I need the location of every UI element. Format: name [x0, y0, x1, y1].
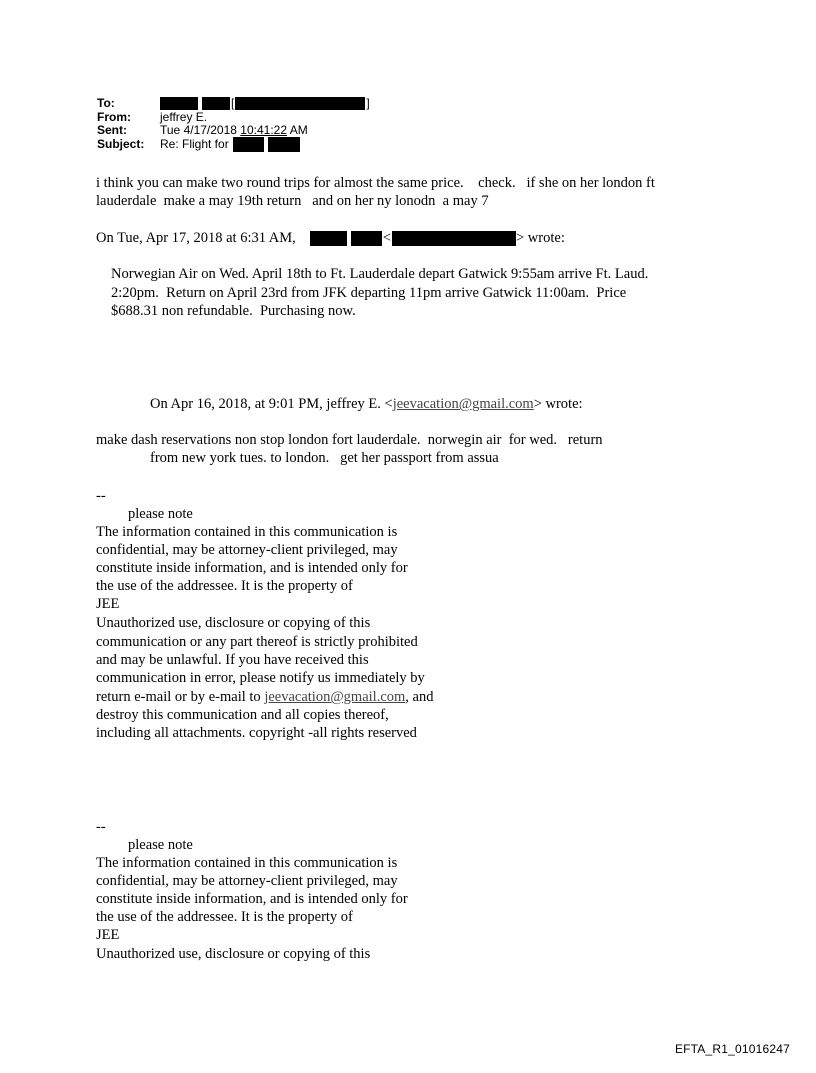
disclaimer1-line: destroy this communication and all copies thereof,	[96, 707, 389, 723]
redaction-block	[160, 97, 198, 110]
disclaimer1-line: and may be unlawful. If you have received this	[96, 652, 369, 668]
quote1-attribution-post: > wrote:	[516, 230, 565, 246]
disclaimer1-return-pre: return e-mail or by e-mail to	[96, 689, 265, 705]
quote2-attribution-post: > wrote:	[533, 396, 583, 412]
disclaimer1-line: JEE	[96, 596, 120, 612]
disclaimer1-line: constitute inside information, and is intended only for	[96, 560, 408, 576]
disclaimer2-line: Unauthorized use, disclosure or copying of this	[96, 946, 371, 962]
quote1-line-1: Norwegian Air on Wed. April 18th to Ft. Lauderdale depart Gatwick 9:55am arrive Ft. Laud.	[111, 266, 649, 282]
to-row	[97, 97, 371, 111]
redaction-block	[351, 231, 382, 246]
disclaimer1-dash: --	[96, 488, 106, 504]
quote1-line-3: $688.31 non refundable. Purchasing now.	[111, 303, 356, 319]
disclaimer2-dash: --	[96, 819, 106, 835]
to-label: To:	[97, 96, 115, 110]
quote2-line-1: make dash reservations non stop london fort lauderdale. norwegin air for wed. return	[96, 432, 603, 448]
subject-row	[97, 138, 371, 152]
disclaimer1-line: communication in error, please notify us immediately by	[96, 670, 425, 686]
quote2-attribution-pre: On Apr 16, 2018, at 9:01 PM, jeffrey E. <	[150, 396, 393, 412]
document-id: EFTA_R1_01016247	[674, 1042, 790, 1056]
sent-label: Sent:	[97, 123, 127, 137]
quote2-email-link[interactable]: jeevacation@gmail.com	[392, 396, 534, 412]
disclaimer1-line: The information contained in this communication is	[96, 524, 398, 540]
subject-label: Subject:	[97, 136, 145, 151]
email-header	[97, 97, 371, 151]
from-value: jeffrey E.	[160, 109, 208, 124]
disclaimer1-return-post: , and	[405, 689, 434, 705]
redaction-block	[392, 231, 516, 246]
redaction-block	[233, 137, 264, 152]
quote2-attribution	[150, 395, 583, 413]
bracket-open: [	[231, 96, 235, 110]
disclaimer1-line: Unauthorized use, disclosure or copying of this	[96, 615, 371, 631]
disclaimer1-line: including all attachments. copyright -all rights reserved	[96, 725, 417, 741]
subject-value: Re: Flight for	[160, 136, 229, 151]
disclaimer2-line: JEE	[96, 927, 120, 943]
redaction-block	[235, 97, 365, 110]
sent-ampm: AM	[287, 123, 308, 137]
disclaimer1-email-link[interactable]: jeevacation@gmail.com	[264, 689, 406, 705]
reply-line-1: i think you can make two round trips for almost the same price. check. if she on her london ft	[96, 175, 655, 191]
disclaimer2-line: confidential, may be attorney-client privileged, may	[96, 873, 398, 889]
quote1-attribution-pre: On Tue, Apr 17, 2018 at 6:31 AM,	[96, 230, 296, 246]
quote1-line-2: 2:20pm. Return on April 23rd from JFK departing 11pm arrive Gatwick 11:00am. Price	[111, 285, 627, 301]
disclaimer2-line: constitute inside information, and is intended only for	[96, 891, 408, 907]
reply-line-2: lauderdale make a may 19th return and on her ny lonodn a may 7	[96, 193, 489, 209]
disclaimer2-note: please note	[128, 837, 193, 853]
sent-date: Tue 4/17/2018	[160, 123, 241, 137]
disclaimer1-line: communication or any part thereof is strictly prohibited	[96, 634, 418, 650]
disclaimer2-line: The information contained in this communication is	[96, 855, 398, 871]
disclaimer1-line: the use of the addressee. It is the property of	[96, 578, 353, 594]
sent-time: 10:41:22	[240, 123, 288, 137]
quote1-attribution	[96, 229, 565, 247]
disclaimer1-return-line	[96, 688, 433, 706]
quote2-line-2: from new york tues. to london. get her passport from assua	[150, 450, 499, 466]
disclaimer1-note: please note	[128, 506, 193, 522]
bracket-close: ]	[366, 96, 370, 110]
from-row	[97, 111, 371, 125]
from-label: From:	[97, 109, 131, 124]
sent-row	[97, 124, 371, 138]
redaction-block	[310, 231, 347, 246]
redaction-block	[268, 137, 300, 152]
disclaimer2-line: the use of the addressee. It is the property of	[96, 909, 353, 925]
redaction-block	[202, 97, 230, 110]
disclaimer1-line: confidential, may be attorney-client privileged, may	[96, 542, 398, 558]
angle-open: <	[382, 230, 391, 246]
